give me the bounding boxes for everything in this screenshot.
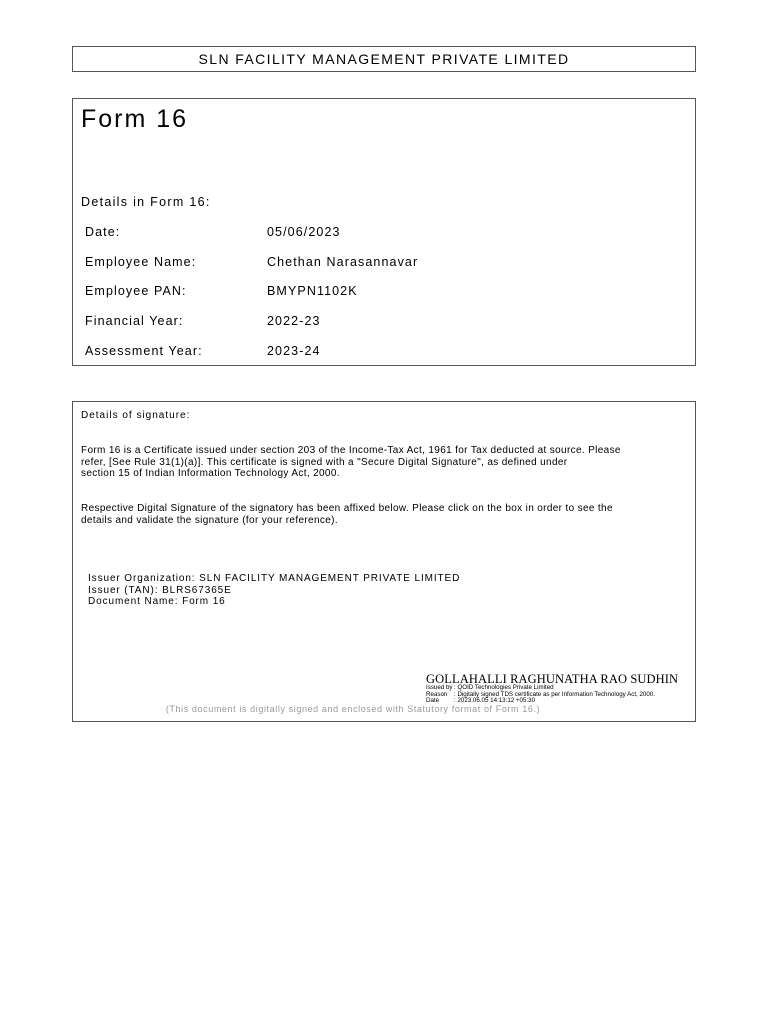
issued-by-key: Issued by [426,684,453,691]
date-value: : 2023.06.05 14:13:12 +05:30 [454,697,536,705]
form-title: Form 16 [81,105,189,133]
date-value: 05/06/2023 [267,225,341,239]
employee-name-label: Employee Name: [85,255,197,269]
signature-meta [426,685,655,705]
details-heading: Details in Form 16: [81,195,211,209]
employee-name-value: Chethan Narasannavar [267,255,419,269]
digital-signature-box[interactable]: GOLLAHALLI RAGHUNATHA RAO SUDHIN [426,672,679,686]
digital-sign-footnote: (This document is digitally signed and enclosed with Statutory format of Form 16.) [165,704,541,714]
assessment-year-label: Assessment Year: [85,344,203,358]
issued-by-value: : QOID Technologies Private Limited [454,684,554,691]
employee-pan-value: BMYPN1102K [267,284,358,298]
assessment-year-value: 2023-24 [267,344,321,358]
certificate-line-3: section 15 of Indian Information Technology Act, 2000. [81,468,340,479]
employee-pan-label: Employee PAN: [85,284,187,298]
reason-key: Reason [426,690,448,698]
signature-instruction-paragraph [81,503,681,526]
certificate-paragraph [81,445,681,480]
signature-details-panel [72,401,696,722]
instruction-line-1: Respective Digital Signature of the signatory has been affixed below. Please click on the box in order to see the [81,503,613,514]
financial-year-value: 2022-23 [267,314,321,328]
financial-year-label: Financial Year: [85,314,184,328]
issuer-tan: Issuer (TAN): BLRS67365E [88,584,232,596]
reason-value: : Digitally signed TDS certificate as per Information Technology Act, 2000. [454,690,655,698]
date-label: Date: [85,225,121,239]
certificate-line-1: Form 16 is a Certificate issued under section 203 of the Income-Tax Act, 1961 for Tax deducted at source. Please [81,445,621,456]
company-name: SLN FACILITY MANAGEMENT PRIVATE LIMITED [198,51,570,67]
form-details-panel [72,98,696,366]
signature-heading: Details of signature: [81,410,191,421]
certificate-line-2: refer, [See Rule 31(1)(a)]. This certificate is signed with a "Secure Digital Signature", as defined under [81,456,568,468]
instruction-line-2: details and validate the signature (for your reference). [81,514,338,526]
date-key: Date [426,697,440,705]
company-header [72,46,696,72]
issuer-organization: Issuer Organization: SLN FACILITY MANAGEMENT PRIVATE LIMITED [88,573,461,584]
issuer-block [88,573,460,608]
document-name: Document Name: Form 16 [88,596,226,607]
